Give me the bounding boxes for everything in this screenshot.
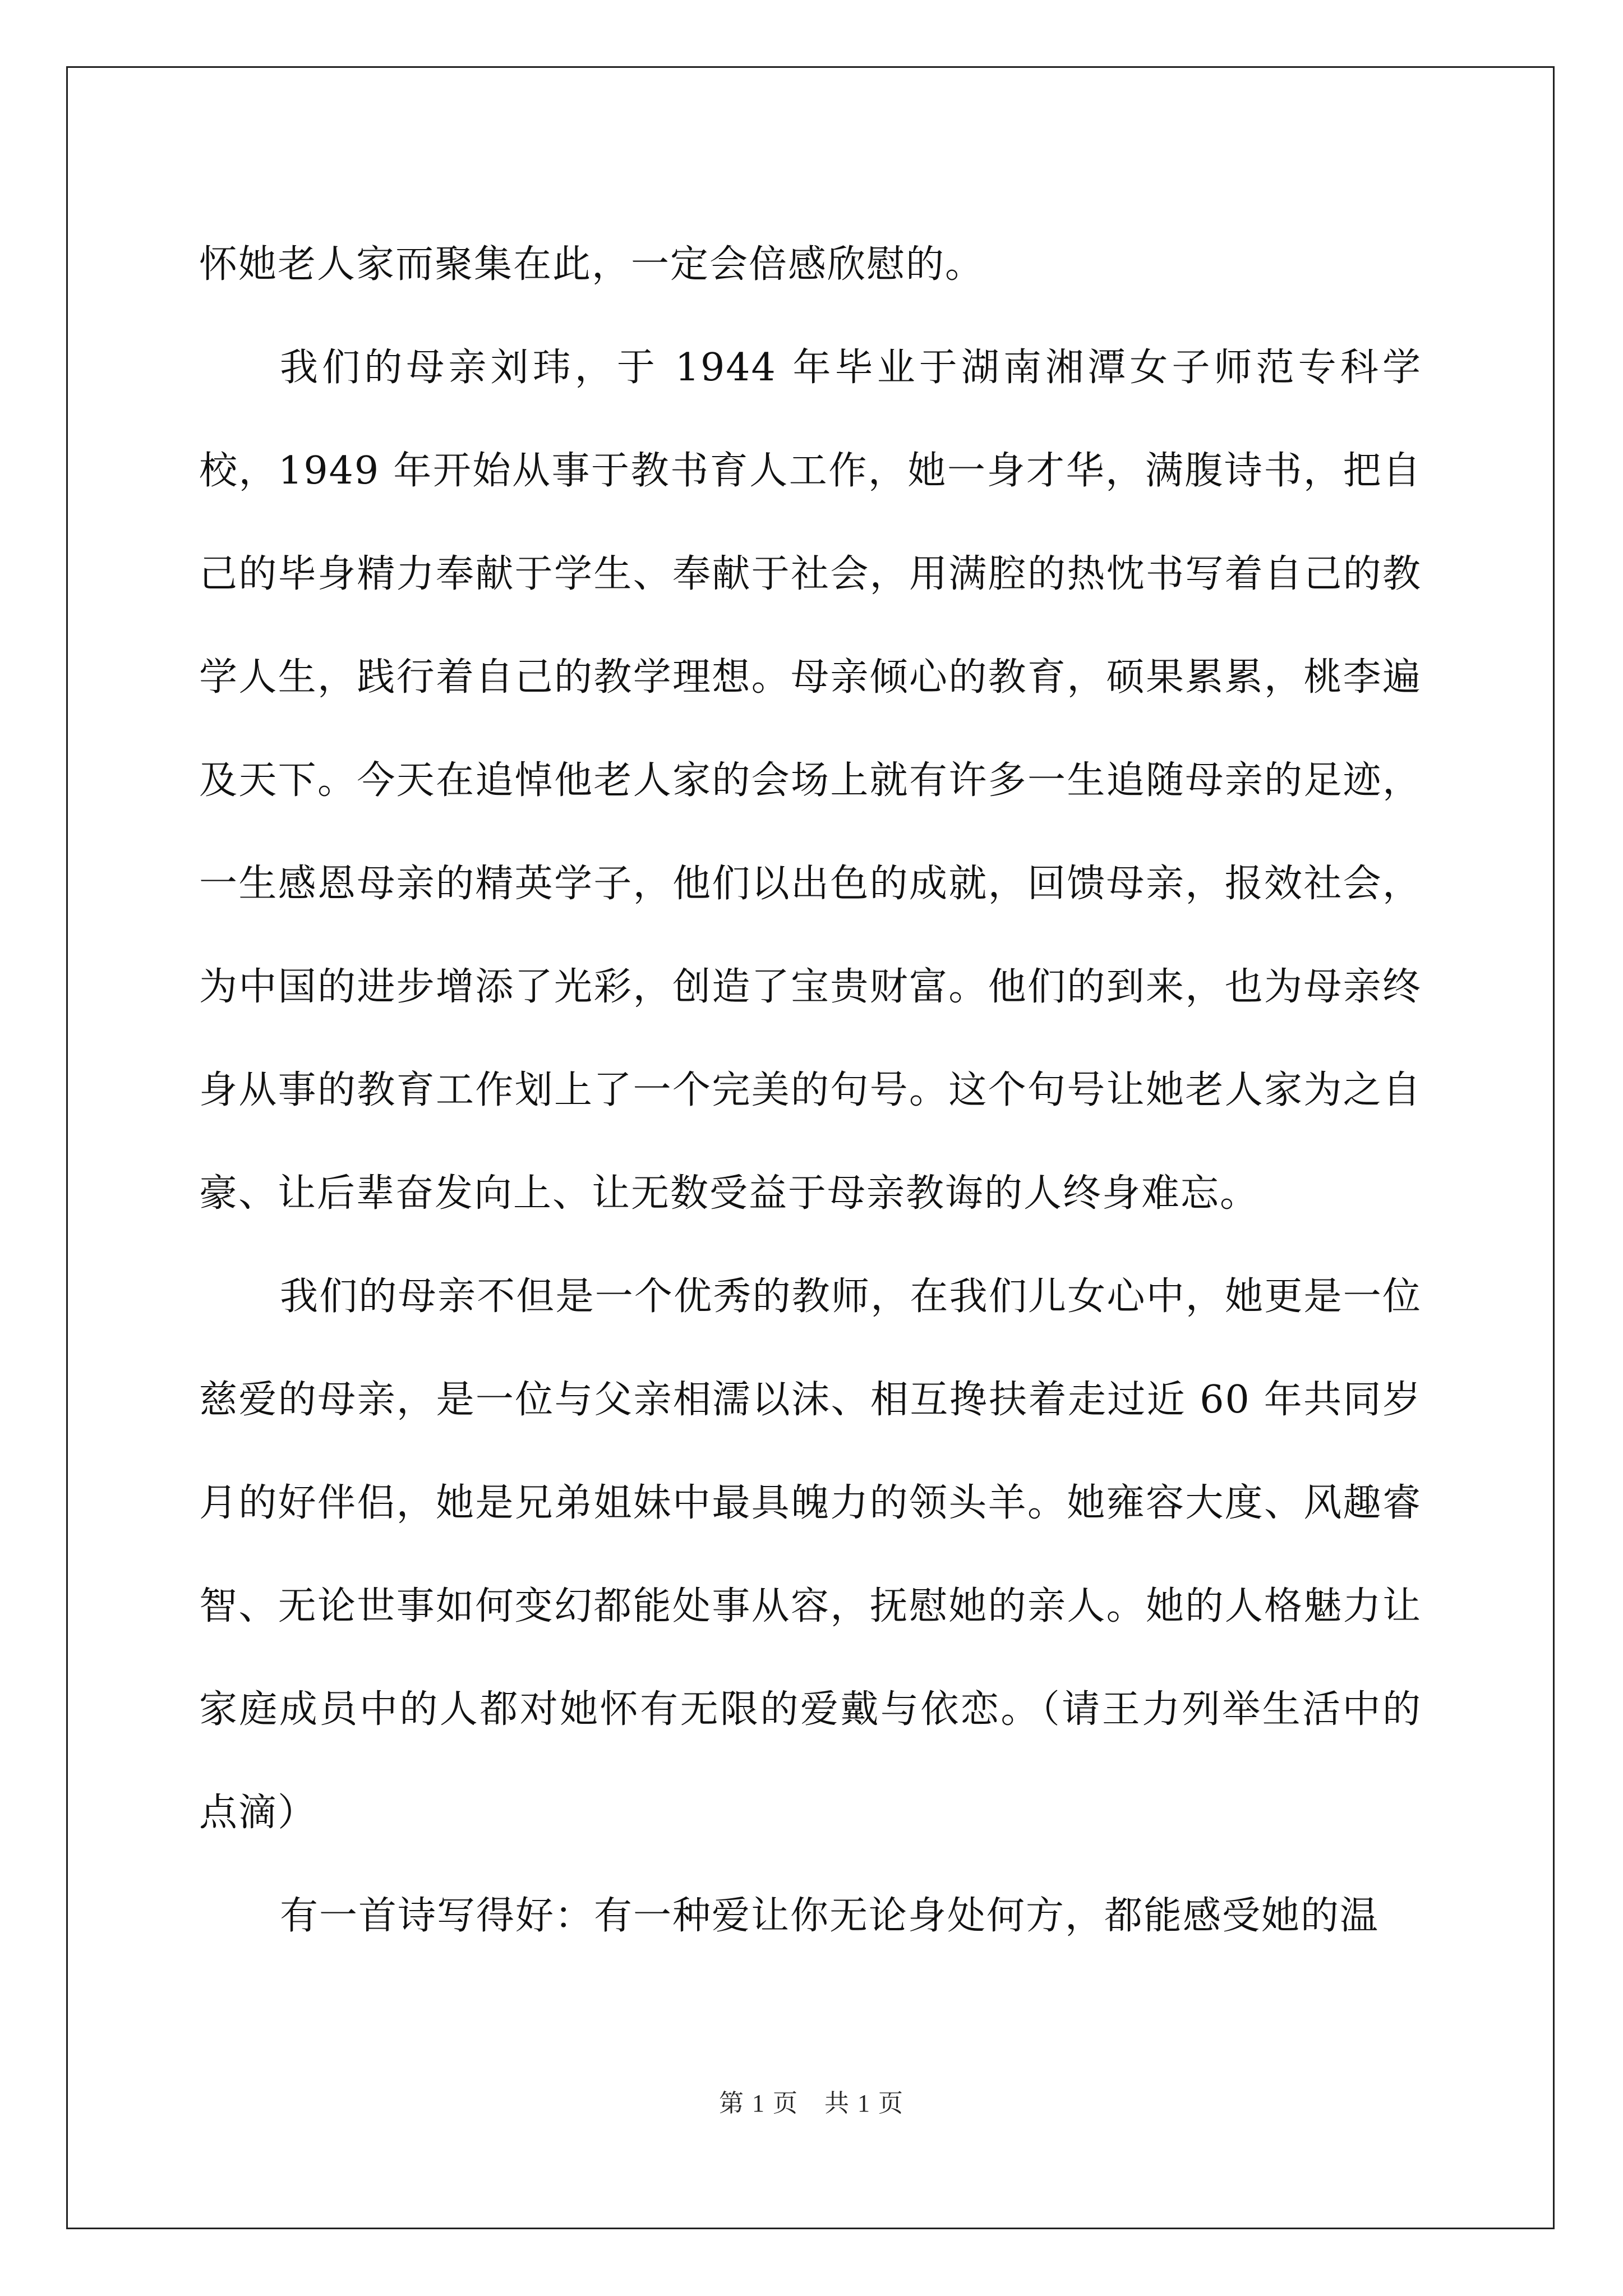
- document-body: [199, 213, 1422, 1968]
- paragraph-1: 怀她老人家而聚集在此，一定会倍感欣慰的。: [199, 242, 985, 287]
- paragraph-3: 我们的母亲不但是一个优秀的教师，在我们儿女心中，她更是一位慈爱的母亲，是一位与父亲相濡以沫、相互搀扶着走过近 60 年共同岁月的好伴侣，她是兄弟姐妹中最具魄力的领头羊。她雍容大度、风趣睿智、无论世事如何变幻都能处事从容，抚慰她的亲人。她的人格魅力让家庭成员中的人都对她怀有无限的爱戴与依恋。（请王力列举生活中的点滴）: [199, 1274, 1422, 1835]
- paragraph-4: 有一首诗写得好：有一种爱让你无论身处何方，都能感受她的温: [280, 1894, 1380, 1938]
- paragraph-2: 我们的母亲刘玮，于 1944 年毕业于湖南湘潭女子师范专科学校，1949 年开始从事于教书育人工作，她一身才华，满腹诗书，把自己的毕身精力奉献于学生、奉献于社会，用满腔的热忱书写着自己的教学人生，践行着自己的教学理想。母亲倾心的教育，硕果累累，桃李遍及天下。今天在追悼他老人家的会场上就有许多一生追随母亲的足迹，一生感恩母亲的精英学子，他们以出色的成就，回馈母亲，报效社会，为中国的进步增添了光彩，创造了宝贵财富。他们的到来，也为母亲终身从事的教育工作划上了一个完美的句号。这个句号让她老人家为之自豪、让后辈奋发向上、让无数受益于母亲教诲的人终身难忘。: [199, 346, 1422, 1216]
- page-footer: 第 1 页 共 1 页: [719, 2090, 904, 2117]
